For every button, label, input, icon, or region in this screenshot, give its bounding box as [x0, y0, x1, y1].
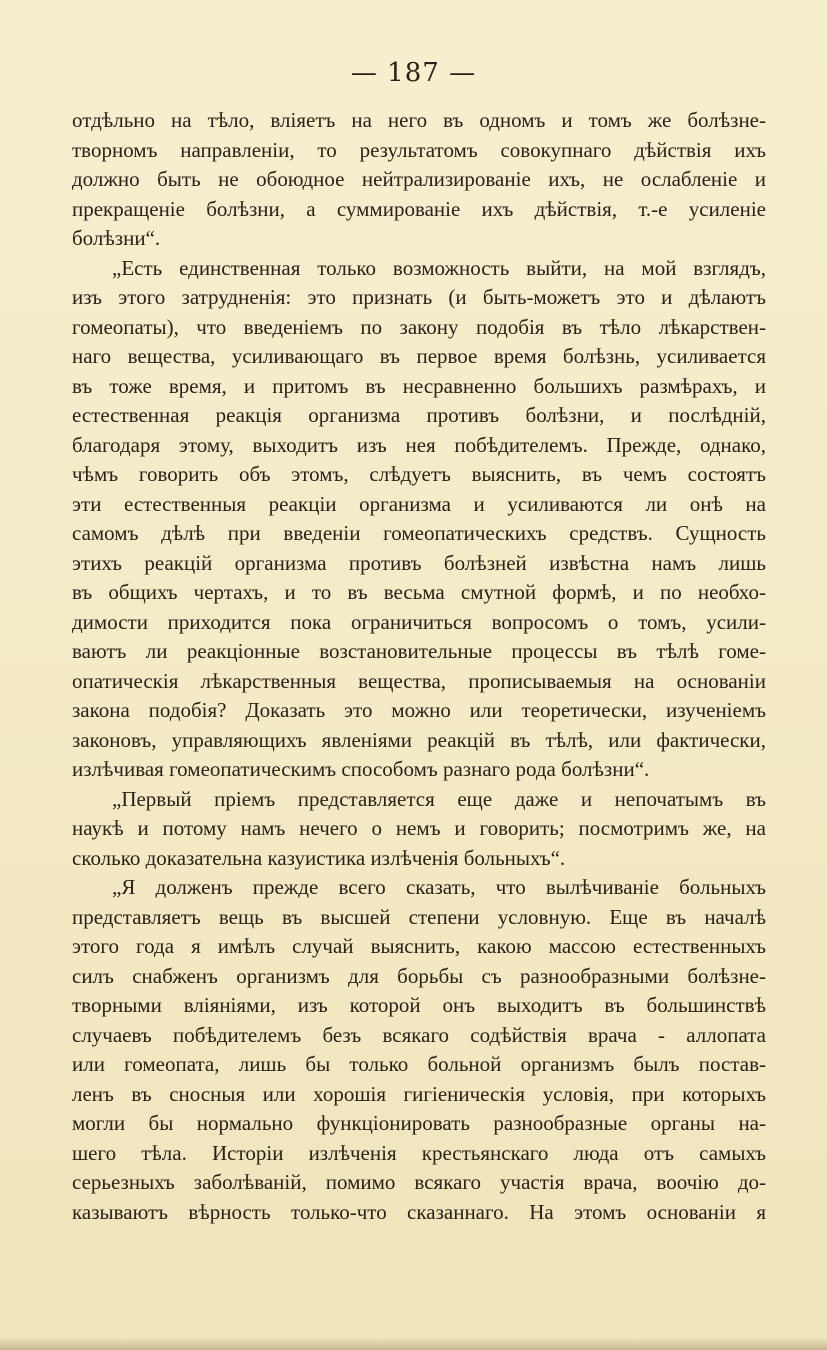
text-line: этого года я имѣлъ случай выяснить, какою массою естественныхъ: [72, 934, 766, 958]
text-line: силъ снабженъ организмъ для борьбы съ разнообразными болѣзне-: [72, 963, 766, 988]
text-line: „Есть единственная только возможность выйти, на мой взглядъ,: [112, 255, 766, 280]
text-line: должно быть не обоюдное нейтрализированіе ихъ, не ослабленіе и: [72, 167, 766, 191]
text-line: эти естественныя реакціи организма и усиливаются ли онѣ на: [72, 491, 766, 516]
text-line: излѣчивая гомеопатическимъ способомъ разнаго рода болѣзни“.: [72, 757, 650, 781]
text-line: въ общихъ чертахъ, и то въ весьма смутной формѣ, и по необхо-: [72, 580, 766, 604]
text-line: изъ этого затрудненія: это признать (и быть-можетъ это и дѣлаютъ: [72, 285, 766, 309]
text-line: болѣзни“.: [72, 226, 161, 250]
text-line: закона подобія? Доказать это можно или теоретически, изученіемъ: [72, 698, 766, 722]
text-line: этихъ реакцій организма противъ болѣзней извѣстна намъ лишь: [72, 550, 766, 575]
text-line: творными вліяніями, изъ которой онъ выходитъ въ большинствѣ: [72, 993, 766, 1017]
page-number: — 187 —: [350, 58, 477, 88]
page-body-text: [72, 106, 766, 1227]
text-line: прекращеніе болѣзни, а суммированіе ихъ дѣйствія, т.-е усиленіе: [72, 196, 766, 221]
text-line: „Я долженъ прежде всего сказать, что вылѣчиваніе больныхъ: [112, 875, 766, 899]
text-line: благодаря этому, выходитъ изъ нея побѣдителемъ. Прежде, однако,: [72, 432, 766, 457]
text-line: въ тоже время, и притомъ въ несравненно большихъ размѣрахъ, и: [72, 373, 766, 398]
text-line: „Первый пріемъ представляется еще даже и непочатымъ въ: [112, 786, 766, 811]
text-line: наго вещества, усиливающаго въ первое время болѣзнь, усиливается: [72, 344, 766, 368]
text-line: представляетъ вещь въ высшей степени условную. Еще въ началѣ: [72, 904, 766, 929]
text-line: наукѣ и потому намъ нечего о немъ и говорить; посмотримъ же, на: [72, 816, 766, 840]
text-line: гомеопаты), что введеніемъ по закону подобія въ тѣло лѣкарствен-: [72, 314, 766, 339]
text-line: ваютъ ли реакціонные возстановительные процессы въ тѣлѣ гоме-: [72, 639, 766, 663]
text-line: сколько доказательна казуистика излѣченія больныхъ“.: [72, 845, 566, 870]
text-line: самомъ дѣлѣ при введеніи гомеопатическихъ средствъ. Сущность: [72, 521, 766, 545]
text-line: законовъ, управляющихъ явленіями реакцій въ тѣлѣ, или фактически,: [72, 727, 766, 752]
text-line: случаевъ побѣдителемъ безъ всякаго содѣйствія врача - аллопата: [72, 1022, 766, 1047]
text-line: ленъ въ сносныя или хорошія гигіеническія условія, при которыхъ: [72, 1081, 766, 1106]
text-line: шего тѣла. Исторіи излѣченія крестьянскаго люда отъ самыхъ: [72, 1140, 766, 1165]
page-bottom-edge: [0, 1338, 827, 1350]
text-line: отдѣльно на тѣло, вліяетъ на него въ одномъ и томъ же болѣзне-: [72, 108, 766, 132]
text-line: творномъ направленіи, то результатомъ совокупнаго дѣйствія ихъ: [72, 137, 766, 162]
text-line: могли бы нормально функціонировать разнообразные органы на-: [72, 1111, 766, 1135]
text-line: или гомеопата, лишь бы только больной организмъ былъ постав-: [72, 1052, 766, 1076]
text-line: казываютъ вѣрность только-что сказаннаго. На этомъ основаніи я: [72, 1199, 766, 1224]
text-line: опатическія лѣкарственныя вещества, прописываемыя на основаніи: [72, 668, 766, 693]
text-line: серьезныхъ заболѣваній, помимо всякаго участія врача, воочію до-: [72, 1170, 766, 1194]
text-line: естественная реакція организма противъ болѣзни, и послѣдній,: [72, 403, 766, 427]
text-line: димости приходится пока ограничиться вопросомъ о томъ, усили-: [72, 609, 766, 634]
text-line: чѣмъ говорить объ этомъ, слѣдуетъ выяснить, въ чемъ состоятъ: [72, 462, 766, 486]
